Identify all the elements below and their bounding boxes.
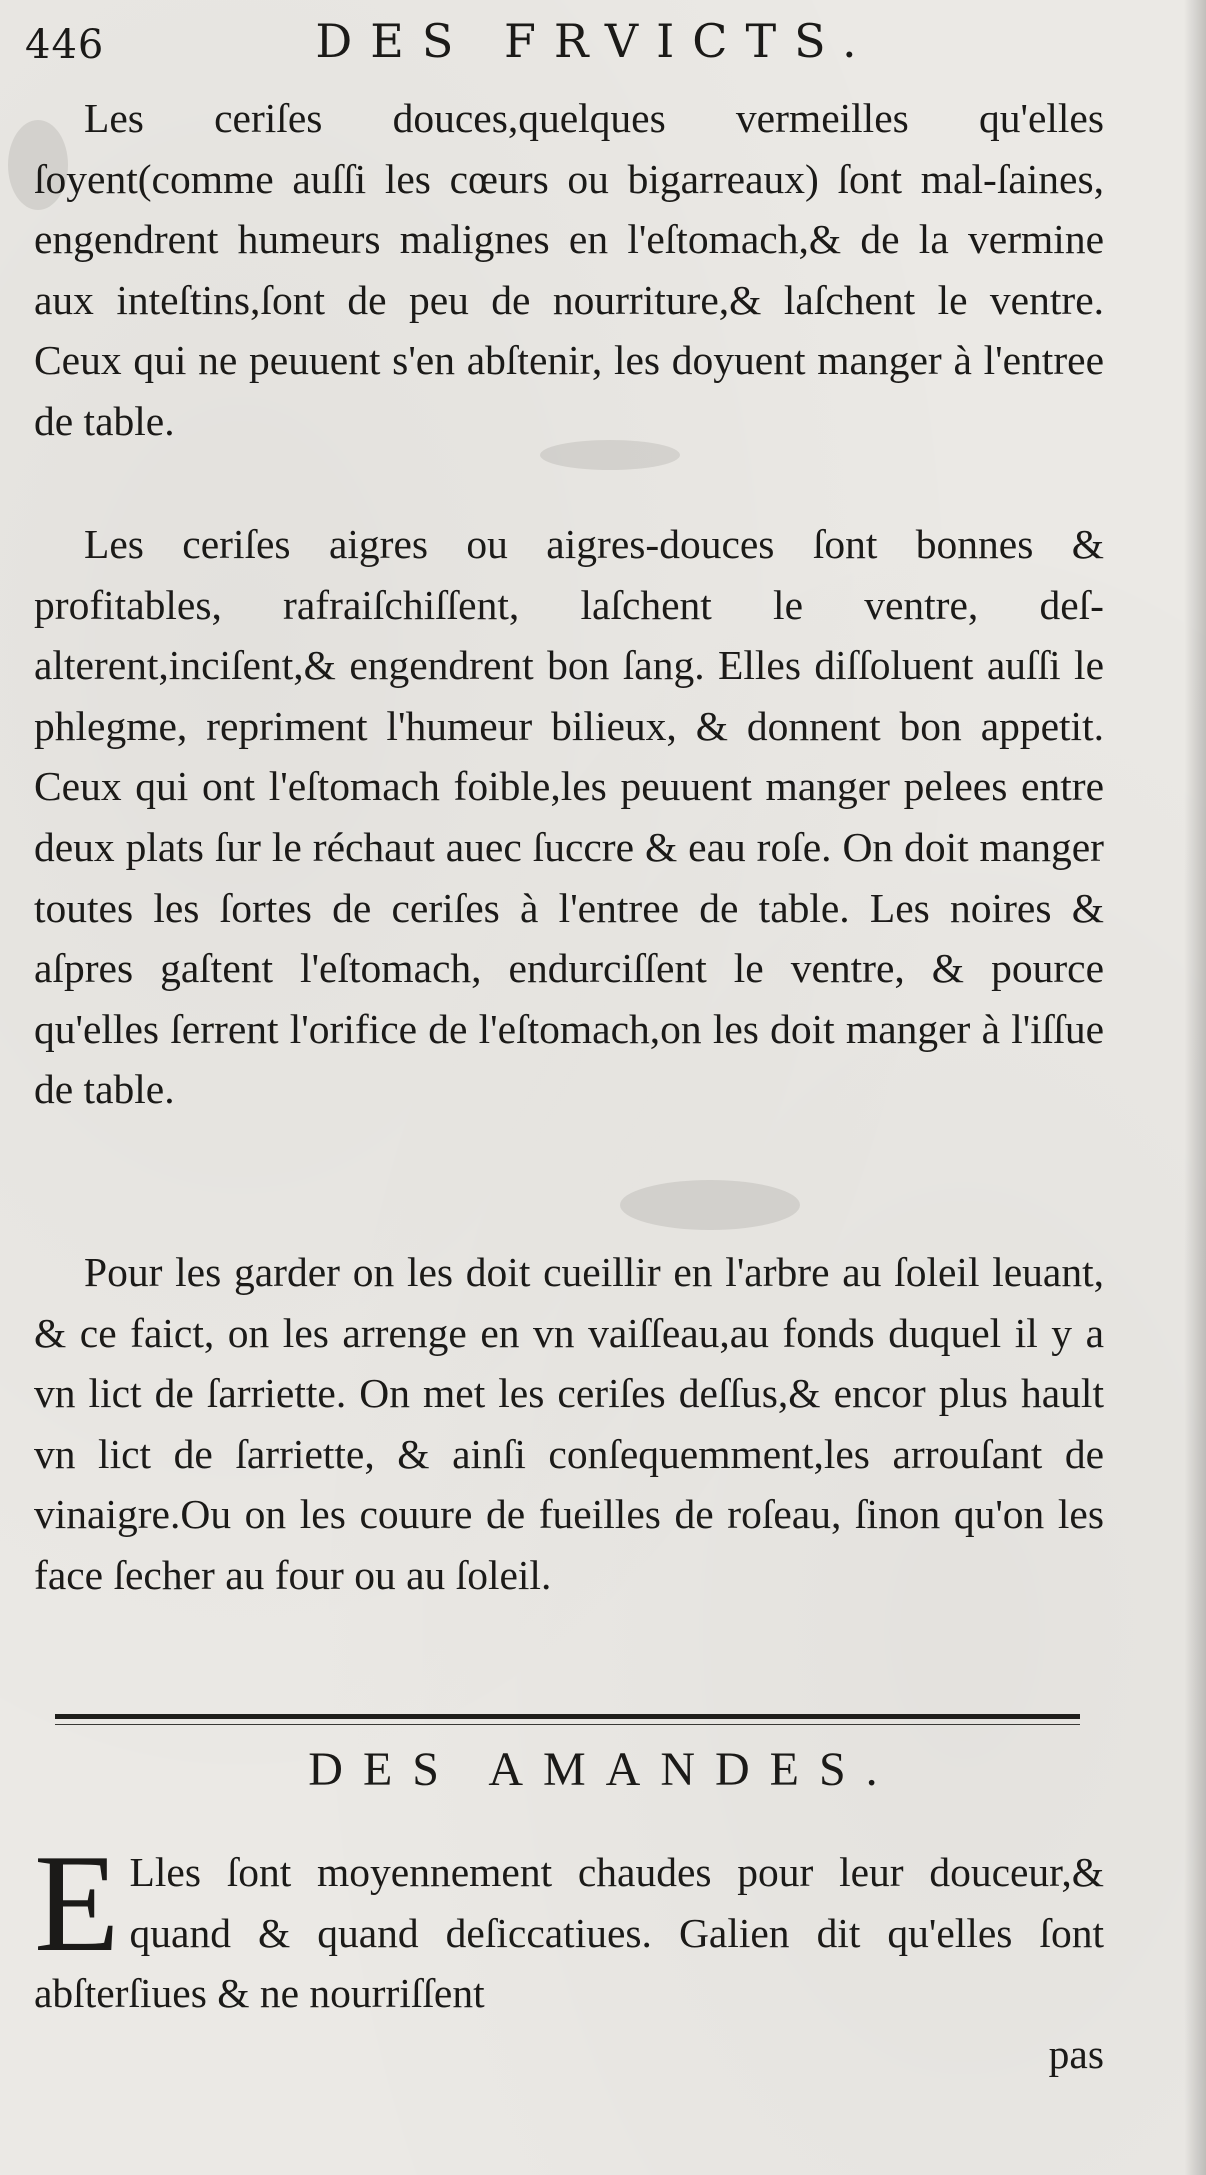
running-title: DES FRVICTS. (315, 14, 875, 68)
text-block-3 (34, 1242, 1104, 1606)
text-block-2 (34, 514, 1104, 1120)
catchword: pas (1048, 2031, 1104, 2077)
paragraph-cherries-keeping: Pour les garder on les doit cueillir en l'arbre au ſoleil leuant, & ce faict, on les arrenge en vn vaiſſeau,au fonds duquel il y a vn lict de ſarriette. On met les ceriſes deſſus,& encor plus hault vn lict de ſarriette, & ainſi conſequemment,les arrouſant de vinaigre.Ou on les couure de fueilles de roſeau, ſinon qu'on les face ſecher au four ou au ſoleil. (34, 1249, 1104, 1598)
ink-smudge (620, 1180, 800, 1230)
drop-cap: E (34, 1826, 120, 1981)
section-body (34, 1826, 1104, 2024)
section-divider-rule-thin (55, 1724, 1080, 1725)
page-number: 446 (25, 22, 105, 68)
section-text: Lles ſont moyennement chaudes pour leur douceur,& quand & quand deſiccatiues. Galien dit qu'elles ſont abſterſiues & ne nourriſſent (34, 1849, 1104, 2017)
paragraph-cherries-sour: Les ceriſes aigres ou aigres-douces ſont bonnes & profitables, rafraiſchiſſent, laſchent le ventre, deſ-alterent,inciſent,& engendrent bon ſang. Elles diſſoluent auſſi le phlegme, repriment l'humeur bilieux, & donnent bon appetit. Ceux qui ont l'eſtomach foible,les peuuent manger pelees entre deux plats ſur le réchaut auec ſuccre & eau roſe. On doit manger toutes les ſortes de ceriſes à l'entree de table. Les noires & aſpres gaſtent l'eſtomach, endurciſſent le ventre, & pource qu'elles ſerrent l'orifice de l'eſtomach,on les doit manger à l'iſſue de table. (34, 521, 1104, 1113)
page-header (25, 14, 1125, 74)
text-block-1 (34, 88, 1104, 452)
page-gutter-shadow (1184, 0, 1206, 2175)
section-title: DES AMANDES. (308, 1743, 898, 1796)
paragraph-cherries-sweet: Les ceriſes douces,quelques vermeilles qu'elles ſoyent(comme auſſi les cœurs ou bigarreaux) ſont mal-ſaines, engendrent humeurs malignes en l'eſtomach,& de la vermine aux inteſtins,ſont de peu de nourriture,& laſchent le ventre. Ceux qui ne peuuent s'en abſtenir, les doyuent manger à l'entree de table. (34, 95, 1104, 444)
section-divider-rule (55, 1714, 1080, 1719)
